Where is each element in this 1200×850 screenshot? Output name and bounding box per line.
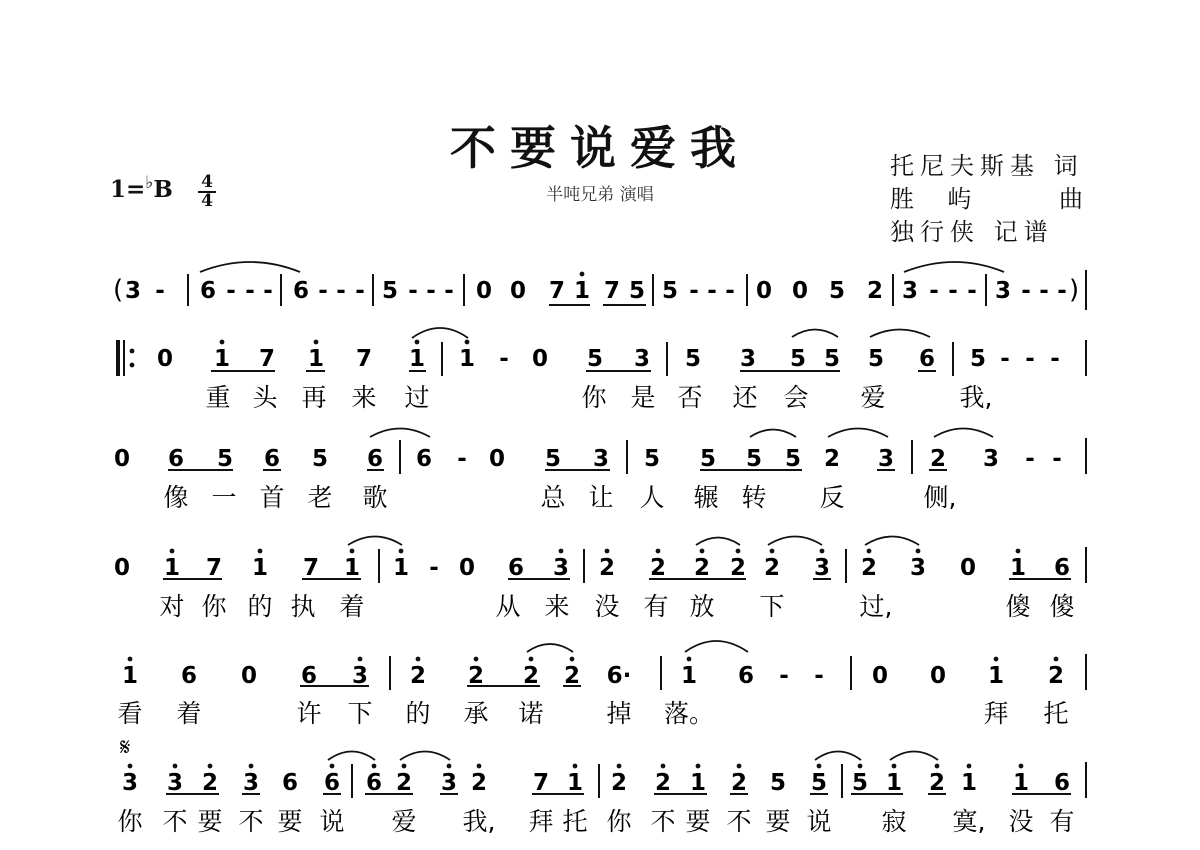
note: - <box>263 278 273 304</box>
lyricist-credit: 托尼夫斯基 词 <box>890 152 1084 180</box>
note: - <box>1000 346 1010 372</box>
note: 6 <box>323 770 341 796</box>
lyric-char: 的 <box>247 592 273 621</box>
lyric-char: 老 <box>307 483 333 512</box>
note: - <box>226 278 236 304</box>
note: 5 <box>769 770 787 796</box>
note: 0 <box>458 555 476 581</box>
note: 6 <box>737 663 755 689</box>
note: 5 <box>828 278 846 304</box>
octave-dot <box>372 764 377 769</box>
octave-dot <box>617 764 622 769</box>
octave-dot <box>573 764 578 769</box>
lyric-char: 转 <box>741 483 767 512</box>
lyric-char: 你 <box>581 383 607 412</box>
note: 5 <box>381 278 399 304</box>
note: 1 <box>1009 555 1027 581</box>
lyric-char: 拜 <box>983 699 1009 728</box>
note: 2 <box>1047 663 1065 689</box>
note: - <box>408 278 418 304</box>
octave-dot <box>967 764 972 769</box>
lyric-char: 托 <box>1043 699 1069 728</box>
note: 1 <box>458 346 476 372</box>
repeat-start-sign <box>116 340 134 376</box>
lyric-char: 辗 <box>693 483 719 512</box>
octave-dot <box>477 764 482 769</box>
octave-dot <box>173 764 178 769</box>
transcriber-credit: 独行侠 记谱 <box>890 218 1054 246</box>
lyric-char: 一 <box>211 483 237 512</box>
octave-dot <box>416 657 421 662</box>
octave-dot <box>128 657 133 662</box>
note: 7 <box>205 555 223 581</box>
note: 5 <box>216 446 234 472</box>
note: 7 <box>548 278 566 304</box>
octave-dot <box>994 657 999 662</box>
note: 2 <box>928 770 946 796</box>
note: 5 <box>684 346 702 372</box>
note: 1 <box>566 770 584 796</box>
octave-dot <box>867 549 872 554</box>
lyric-char: 托 <box>562 807 588 836</box>
lyric-char: 总 <box>540 483 566 512</box>
lyric-char: 拜 <box>528 807 554 836</box>
lyric-char: 不 <box>650 807 676 836</box>
note: 1 <box>343 555 361 581</box>
octave-dot <box>817 764 822 769</box>
lyric-char: 头 <box>252 383 278 412</box>
lyric-char: 不 <box>162 807 188 836</box>
lyric-char: 傻 <box>1005 592 1031 621</box>
octave-dot <box>580 272 585 277</box>
note: - <box>1057 278 1067 304</box>
note: 6 <box>507 555 525 581</box>
note: 3 <box>994 278 1012 304</box>
note: 1 <box>251 555 269 581</box>
note: - <box>725 278 735 304</box>
octave-dot <box>892 764 897 769</box>
note: 2 <box>610 770 628 796</box>
note: 2 <box>860 555 878 581</box>
octave-dot <box>258 549 263 554</box>
note: 2 <box>729 555 747 581</box>
lyric-char: 有 <box>1049 807 1075 836</box>
note: 6 <box>281 770 299 796</box>
lyric-char: 许 <box>296 699 322 728</box>
note: 6 <box>1053 770 1071 796</box>
lyric-char: 寞, <box>952 807 986 836</box>
note: 1 <box>987 663 1005 689</box>
note: 5 <box>311 446 329 472</box>
octave-dot <box>402 764 407 769</box>
note: 5 <box>810 770 828 796</box>
lyric-char: 还 <box>732 383 758 412</box>
note: 0 <box>240 663 258 689</box>
octave-dot <box>465 340 470 345</box>
note: 3 <box>909 555 927 581</box>
octave-dot <box>249 764 254 769</box>
note: 7 <box>355 346 373 372</box>
flat-sign: ♭ <box>145 173 154 193</box>
lyric-char: 要 <box>197 807 223 836</box>
lyric-char: 说 <box>319 807 345 836</box>
octave-dot <box>1054 657 1059 662</box>
octave-dot <box>687 657 692 662</box>
note: - <box>355 278 365 304</box>
note: - <box>1052 446 1062 472</box>
note: 5 <box>969 346 987 372</box>
note: - <box>1021 278 1031 304</box>
lyric-char: 诺 <box>518 699 544 728</box>
lyric-char: 有 <box>643 592 669 621</box>
intro-close-paren: ) <box>1069 275 1080 305</box>
note: 3 <box>633 346 651 372</box>
octave-dot <box>330 764 335 769</box>
lyric-char: 会 <box>783 383 809 412</box>
note: 0 <box>929 663 947 689</box>
octave-dot <box>415 340 420 345</box>
note: - <box>245 278 255 304</box>
note: 7 <box>302 555 320 581</box>
lyric-char: 不 <box>238 807 264 836</box>
note: 1 <box>680 663 698 689</box>
note: 2 <box>409 663 427 689</box>
note: 1 <box>392 555 410 581</box>
note: 6 <box>292 278 310 304</box>
lyric-char: 要 <box>765 807 791 836</box>
note: 3 <box>121 770 139 796</box>
note: 2 <box>395 770 413 796</box>
lyric-char: 你 <box>201 592 227 621</box>
lyric-char: 再 <box>301 383 327 412</box>
note: 2 <box>730 770 748 796</box>
note: 6 <box>415 446 433 472</box>
note: 5 <box>544 446 562 472</box>
note: 5 <box>661 278 679 304</box>
octave-dot <box>700 549 705 554</box>
note: - <box>1050 346 1060 372</box>
lyric-char: 像 <box>163 483 189 512</box>
octave-dot <box>208 764 213 769</box>
note: 1 <box>121 663 139 689</box>
note: 6 <box>180 663 198 689</box>
lyric-char: 人 <box>639 483 665 512</box>
note: 3 <box>877 446 895 472</box>
lyric-char: 傻 <box>1049 592 1075 621</box>
note: 0 <box>509 278 527 304</box>
note: 2 <box>470 770 488 796</box>
note: 2 <box>763 555 781 581</box>
octave-dot <box>128 764 133 769</box>
note: 5 <box>745 446 763 472</box>
lyric-char: 过, <box>859 592 893 621</box>
octave-dot <box>656 549 661 554</box>
note: 5 <box>699 446 717 472</box>
note: 6 <box>263 446 281 472</box>
lyric-char: 我, <box>959 383 993 412</box>
lyric-char: 歌 <box>362 483 388 512</box>
note: 5 <box>586 346 604 372</box>
lyric-char: 的 <box>405 699 431 728</box>
note: 2 <box>929 446 947 472</box>
note: 2 <box>693 555 711 581</box>
note: 1 <box>573 278 591 304</box>
note: 1 <box>960 770 978 796</box>
lyric-char: 没 <box>1008 807 1034 836</box>
intro-open-paren: ( <box>113 275 124 305</box>
note: - <box>967 278 977 304</box>
note: 2 <box>467 663 485 689</box>
lyric-char: 我, <box>462 807 496 836</box>
lyric-char: 没 <box>594 592 620 621</box>
lyric-char: 执 <box>290 592 316 621</box>
note: 5 <box>851 770 869 796</box>
note: 6· <box>606 663 632 689</box>
note: 2 <box>522 663 540 689</box>
octave-dot <box>737 764 742 769</box>
note: - <box>429 555 439 581</box>
octave-dot <box>559 549 564 554</box>
note: - <box>318 278 328 304</box>
lyric-char: 下 <box>347 699 373 728</box>
lyric-char: 重 <box>205 383 231 412</box>
octave-dot <box>314 340 319 345</box>
note: - <box>707 278 717 304</box>
time-signature-bottom: 4 <box>201 191 213 211</box>
lyric-char: 否 <box>677 383 703 412</box>
note: 1 <box>408 346 426 372</box>
lyric-char: 看 <box>117 699 143 728</box>
note: 6 <box>300 663 318 689</box>
lyric-char: 让 <box>588 483 614 512</box>
note: - <box>1039 278 1049 304</box>
note: - <box>155 278 165 304</box>
lyric-char: 放 <box>689 592 715 621</box>
note: 1 <box>689 770 707 796</box>
notes-layer <box>114 272 1070 796</box>
note: 2 <box>201 770 219 796</box>
song-title: 不要说爱我 <box>450 121 750 175</box>
note: - <box>814 663 824 689</box>
lyric-char: 寂 <box>881 807 907 836</box>
note: 0 <box>113 555 131 581</box>
octave-dot <box>358 657 363 662</box>
key-prefix: 1= <box>110 176 146 203</box>
note: 6 <box>167 446 185 472</box>
note: 2 <box>654 770 672 796</box>
note: 5 <box>784 446 802 472</box>
note: 1 <box>885 770 903 796</box>
octave-dot <box>820 549 825 554</box>
key-note: B <box>153 176 173 203</box>
note: 6 <box>199 278 217 304</box>
note: 6 <box>1053 555 1071 581</box>
time-signature-top: 4 <box>201 172 213 192</box>
note: - <box>1025 346 1035 372</box>
lyric-char: 侧, <box>923 483 957 512</box>
note: 5 <box>823 346 841 372</box>
lyric-char: 着 <box>339 592 365 621</box>
note: 1 <box>1012 770 1030 796</box>
note: - <box>444 278 454 304</box>
note: 0 <box>755 278 773 304</box>
octave-dot <box>770 549 775 554</box>
lyric-char: 落。 <box>663 699 715 728</box>
octave-dot <box>858 764 863 769</box>
lyric-char: 从 <box>495 592 521 621</box>
lyric-char: 对 <box>159 592 185 621</box>
performer-credit: 半吨兄弟 演唱 <box>546 185 654 205</box>
lyric-char: 要 <box>277 807 303 836</box>
lyric-char: 首 <box>259 483 285 512</box>
note: 3 <box>592 446 610 472</box>
note: 5 <box>643 446 661 472</box>
note: 3 <box>982 446 1000 472</box>
note: 0 <box>156 346 174 372</box>
composer-credit: 胜 屿 曲 <box>890 185 1090 213</box>
note: 6 <box>366 446 384 472</box>
lyric-char: 爱 <box>860 383 886 412</box>
octave-dot <box>1019 764 1024 769</box>
lyric-char: 你 <box>117 807 143 836</box>
octave-dot <box>350 549 355 554</box>
note: - <box>426 278 436 304</box>
octave-dot <box>736 549 741 554</box>
lyric-char: 不 <box>726 807 752 836</box>
lyric-char: 爱 <box>391 807 417 836</box>
octave-dot <box>605 549 610 554</box>
note: - <box>948 278 958 304</box>
note: 2 <box>866 278 884 304</box>
octave-dot <box>661 764 666 769</box>
note: 3 <box>124 278 142 304</box>
note: 1 <box>163 555 181 581</box>
note: 5 <box>789 346 807 372</box>
note: 1 <box>213 346 231 372</box>
note: 3 <box>813 555 831 581</box>
note: 2 <box>823 446 841 472</box>
octave-dot <box>220 340 225 345</box>
note: 3 <box>739 346 757 372</box>
note: - <box>929 278 939 304</box>
note: - <box>457 446 467 472</box>
note: 0 <box>791 278 809 304</box>
lyric-char: 下 <box>759 592 785 621</box>
octave-dot <box>170 549 175 554</box>
note: - <box>499 346 509 372</box>
note: 0 <box>488 446 506 472</box>
octave-dot <box>529 657 534 662</box>
note: 0 <box>113 446 131 472</box>
note: 2 <box>649 555 667 581</box>
lyric-char: 反 <box>819 483 845 512</box>
segno-sign: 𝄋 <box>120 733 131 761</box>
octave-dot <box>696 764 701 769</box>
note: 3 <box>552 555 570 581</box>
lyric-char: 来 <box>351 383 377 412</box>
lyric-char: 是 <box>630 383 656 412</box>
octave-dot <box>447 764 452 769</box>
note: 5 <box>867 346 885 372</box>
note: 7 <box>258 346 276 372</box>
note: 3 <box>166 770 184 796</box>
note: - <box>336 278 346 304</box>
lyric-char: 你 <box>606 807 632 836</box>
lyric-char: 掉 <box>606 699 632 728</box>
note: 0 <box>475 278 493 304</box>
octave-dot <box>916 549 921 554</box>
note: 3 <box>901 278 919 304</box>
note: - <box>779 663 789 689</box>
octave-dot <box>474 657 479 662</box>
note: 0 <box>871 663 889 689</box>
note: 3 <box>440 770 458 796</box>
note: 6 <box>918 346 936 372</box>
note: 7 <box>603 278 621 304</box>
lyric-char: 承 <box>463 699 489 728</box>
lyric-char: 过 <box>404 383 430 412</box>
octave-dot <box>1016 549 1021 554</box>
lyric-char: 要 <box>685 807 711 836</box>
note: 7 <box>532 770 550 796</box>
note: 0 <box>959 555 977 581</box>
note: 6 <box>365 770 383 796</box>
octave-dot <box>399 549 404 554</box>
note: - <box>1025 446 1035 472</box>
note: 2 <box>563 663 581 689</box>
note: 0 <box>531 346 549 372</box>
note: 1 <box>307 346 325 372</box>
lyric-char: 来 <box>544 592 570 621</box>
note: 3 <box>351 663 369 689</box>
octave-dot <box>935 764 940 769</box>
note: 2 <box>598 555 616 581</box>
octave-dot <box>570 657 575 662</box>
note: 5 <box>628 278 646 304</box>
lyric-char: 着 <box>176 699 202 728</box>
note: - <box>689 278 699 304</box>
note: 3 <box>242 770 260 796</box>
lyric-char: 说 <box>806 807 832 836</box>
